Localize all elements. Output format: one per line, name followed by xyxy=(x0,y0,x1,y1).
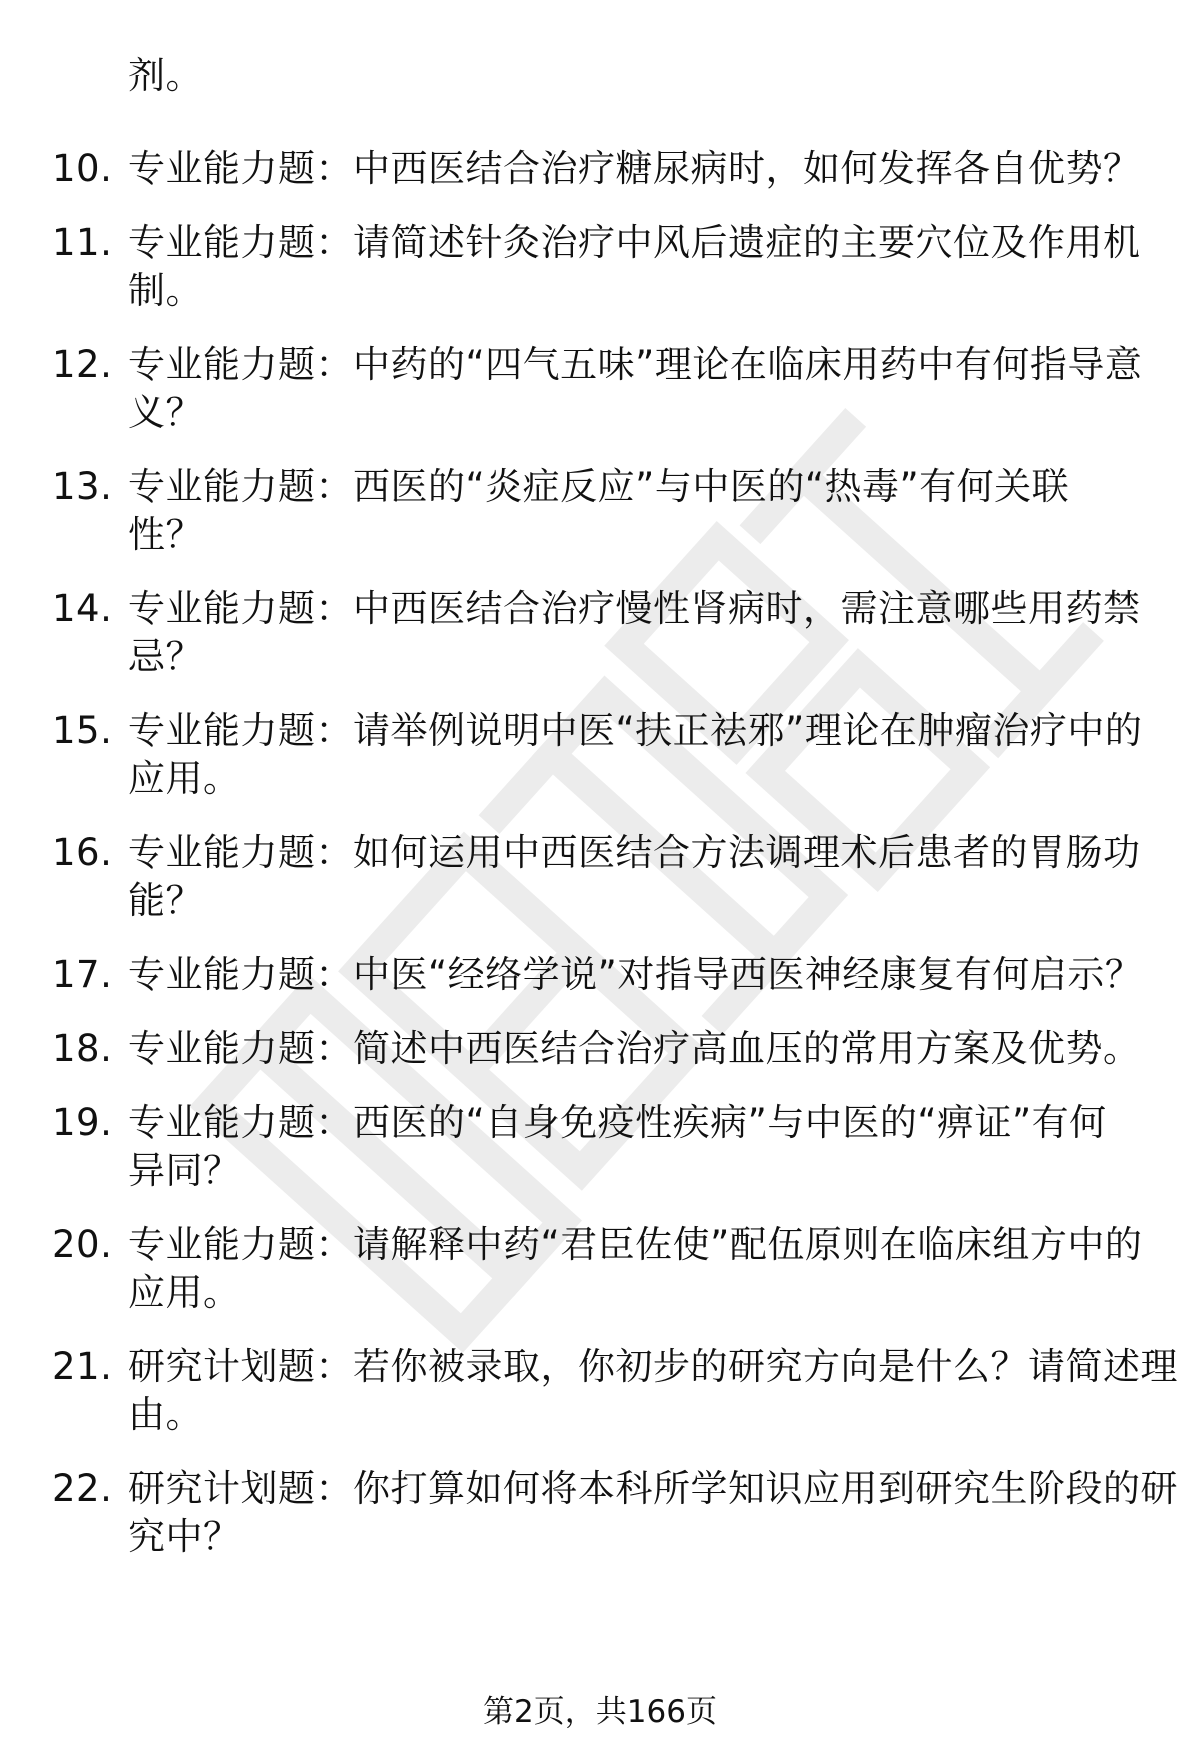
question-text-line: 专业能力题：如何运用中西医结合方法调理术后患者的胃肠功 xyxy=(128,831,1141,874)
question-text-line: 制。 xyxy=(128,269,203,312)
question-number: 13. xyxy=(52,465,113,508)
question-text-line: 专业能力题：中医“经络学说”对指导西医神经康复有何启示？ xyxy=(128,953,1143,996)
continuation-text: 剂。 xyxy=(128,54,203,97)
question-text-line: 专业能力题：请简述针灸治疗中风后遗症的主要穴位及作用机 xyxy=(128,221,1141,264)
question-text-line: 研究计划题：若你被录取，你初步的研究方向是什么？请简述理 xyxy=(128,1345,1178,1388)
question-text-line: 专业能力题：简述中西医结合治疗高血压的常用方案及优势。 xyxy=(128,1027,1141,1070)
question-number: 22. xyxy=(52,1467,113,1510)
question-number: 12. xyxy=(52,343,113,386)
question-text-line: 究中？ xyxy=(128,1515,241,1558)
question-text-line: 专业能力题：中西医结合治疗慢性肾病时，需注意哪些用药禁 xyxy=(128,587,1141,630)
question-text-line: 专业能力题：中西医结合治疗糖尿病时，如何发挥各自优势？ xyxy=(128,147,1141,190)
question-text-line: 研究计划题：你打算如何将本科所学知识应用到研究生阶段的研 xyxy=(128,1467,1178,1510)
question-number: 14. xyxy=(52,587,113,630)
question-number: 18. xyxy=(52,1027,113,1070)
question-text-line: 应用。 xyxy=(128,757,241,800)
question-text-line: 专业能力题：请解释中药“君臣佐使”配伍原则在临床组方中的 xyxy=(128,1223,1143,1266)
question-text-line: 能？ xyxy=(128,879,203,922)
question-text-line: 义？ xyxy=(128,391,203,434)
question-number: 11. xyxy=(52,221,113,264)
question-number: 16. xyxy=(52,831,113,874)
question-text-line: 性？ xyxy=(128,513,203,556)
question-text-line: 专业能力题：西医的“自身免疫性疾病”与中医的“痹证”有何 xyxy=(128,1101,1107,1144)
question-text-line: 忌？ xyxy=(128,635,203,678)
page-footer: 第2页，共166页 xyxy=(483,1694,717,1730)
question-number: 10. xyxy=(52,147,113,190)
question-text-line: 专业能力题：请举例说明中医“扶正祛邪”理论在肿瘤治疗中的 xyxy=(128,709,1143,752)
question-number: 15. xyxy=(52,709,113,752)
question-number: 20. xyxy=(52,1223,113,1266)
question-text-line: 应用。 xyxy=(128,1271,241,1314)
question-number: 17. xyxy=(52,953,113,996)
question-text-line: 异同？ xyxy=(128,1149,241,1192)
question-text-line: 专业能力题：西医的“炎症反应”与中医的“热毒”有何关联 xyxy=(128,465,1070,508)
question-text-line: 专业能力题：中药的“四气五味”理论在临床用药中有何指导意 xyxy=(128,343,1143,386)
question-text-line: 由。 xyxy=(128,1393,203,1436)
question-number: 21. xyxy=(52,1345,113,1388)
question-number: 19. xyxy=(52,1101,113,1144)
